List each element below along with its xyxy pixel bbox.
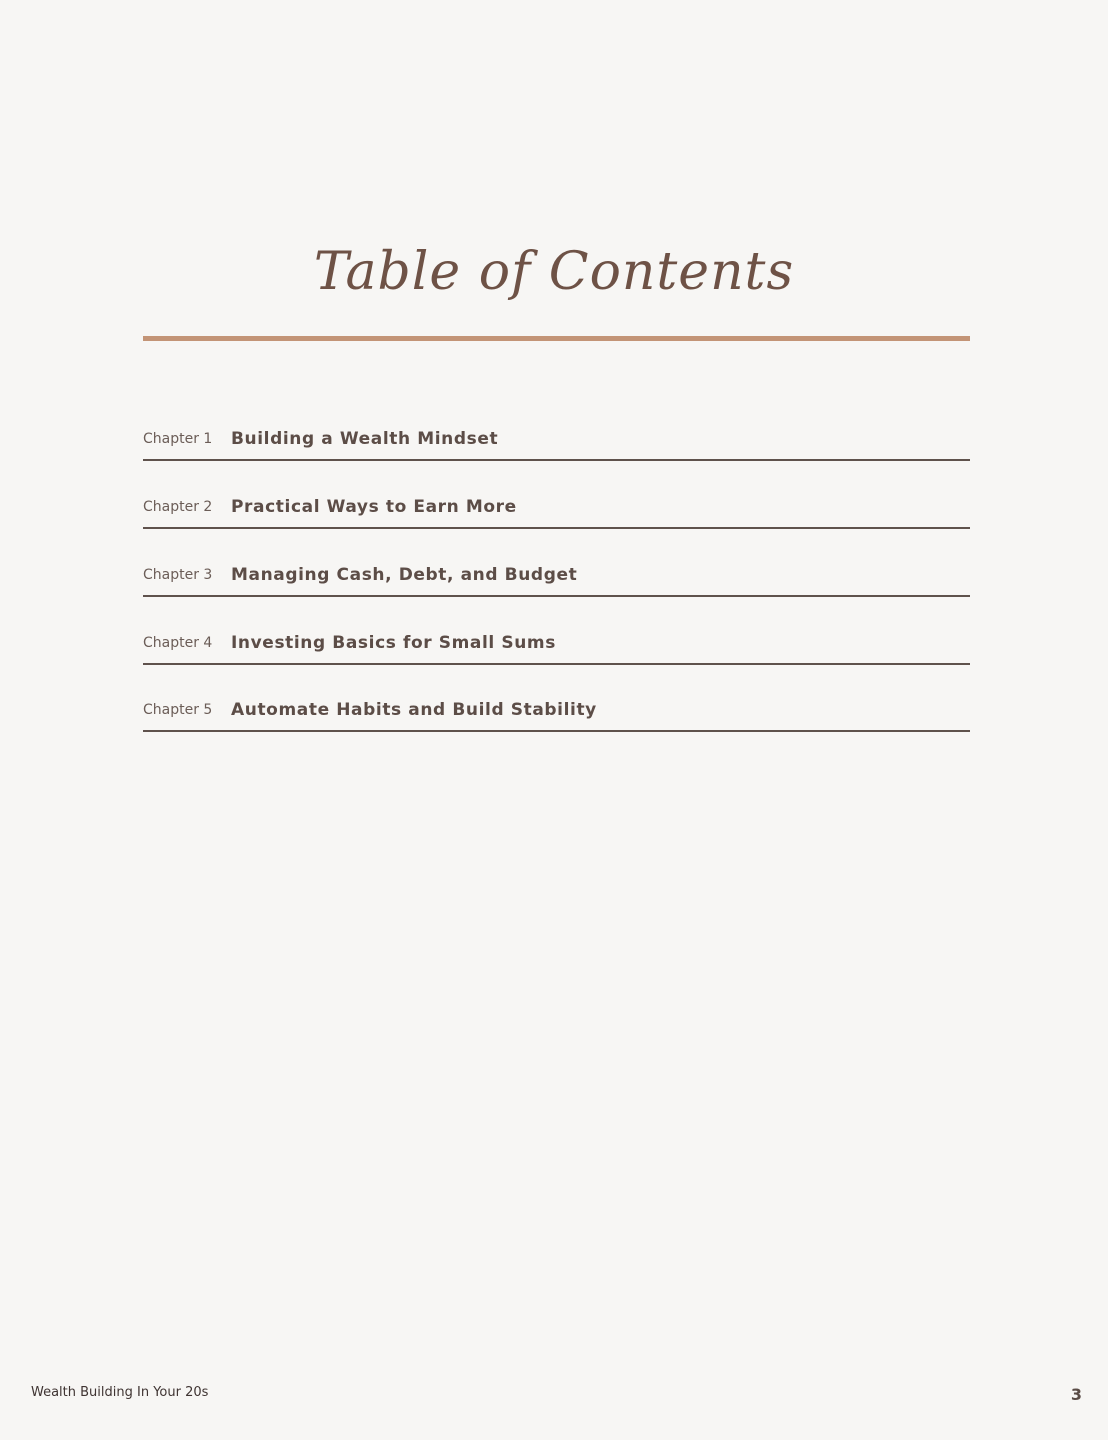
title-underline xyxy=(143,336,970,341)
toc-entry-4[interactable] xyxy=(143,623,970,665)
chapter-title: Investing Basics for Small Sums xyxy=(231,633,556,653)
page-title: Table of Contents xyxy=(313,242,795,302)
chapter-title: Practical Ways to Earn More xyxy=(231,497,517,517)
chapter-label: Chapter 4 xyxy=(143,635,213,651)
chapter-title: Building a Wealth Mindset xyxy=(231,429,499,449)
chapter-label: Chapter 1 xyxy=(143,431,213,447)
toc-entry-2[interactable] xyxy=(143,487,970,529)
chapter-label: Chapter 5 xyxy=(143,702,213,718)
chapter-label: Chapter 3 xyxy=(143,567,213,583)
chapter-label: Chapter 2 xyxy=(143,499,213,515)
chapter-title: Automate Habits and Build Stability xyxy=(231,700,597,720)
footer-document-title: Wealth Building In Your 20s xyxy=(31,1385,209,1400)
toc-entry-1[interactable] xyxy=(143,419,970,461)
chapter-title: Managing Cash, Debt, and Budget xyxy=(231,565,578,585)
page-number: 3 xyxy=(1070,1385,1082,1404)
toc-entry-3[interactable] xyxy=(143,555,970,597)
toc-entry-5[interactable] xyxy=(143,690,970,732)
